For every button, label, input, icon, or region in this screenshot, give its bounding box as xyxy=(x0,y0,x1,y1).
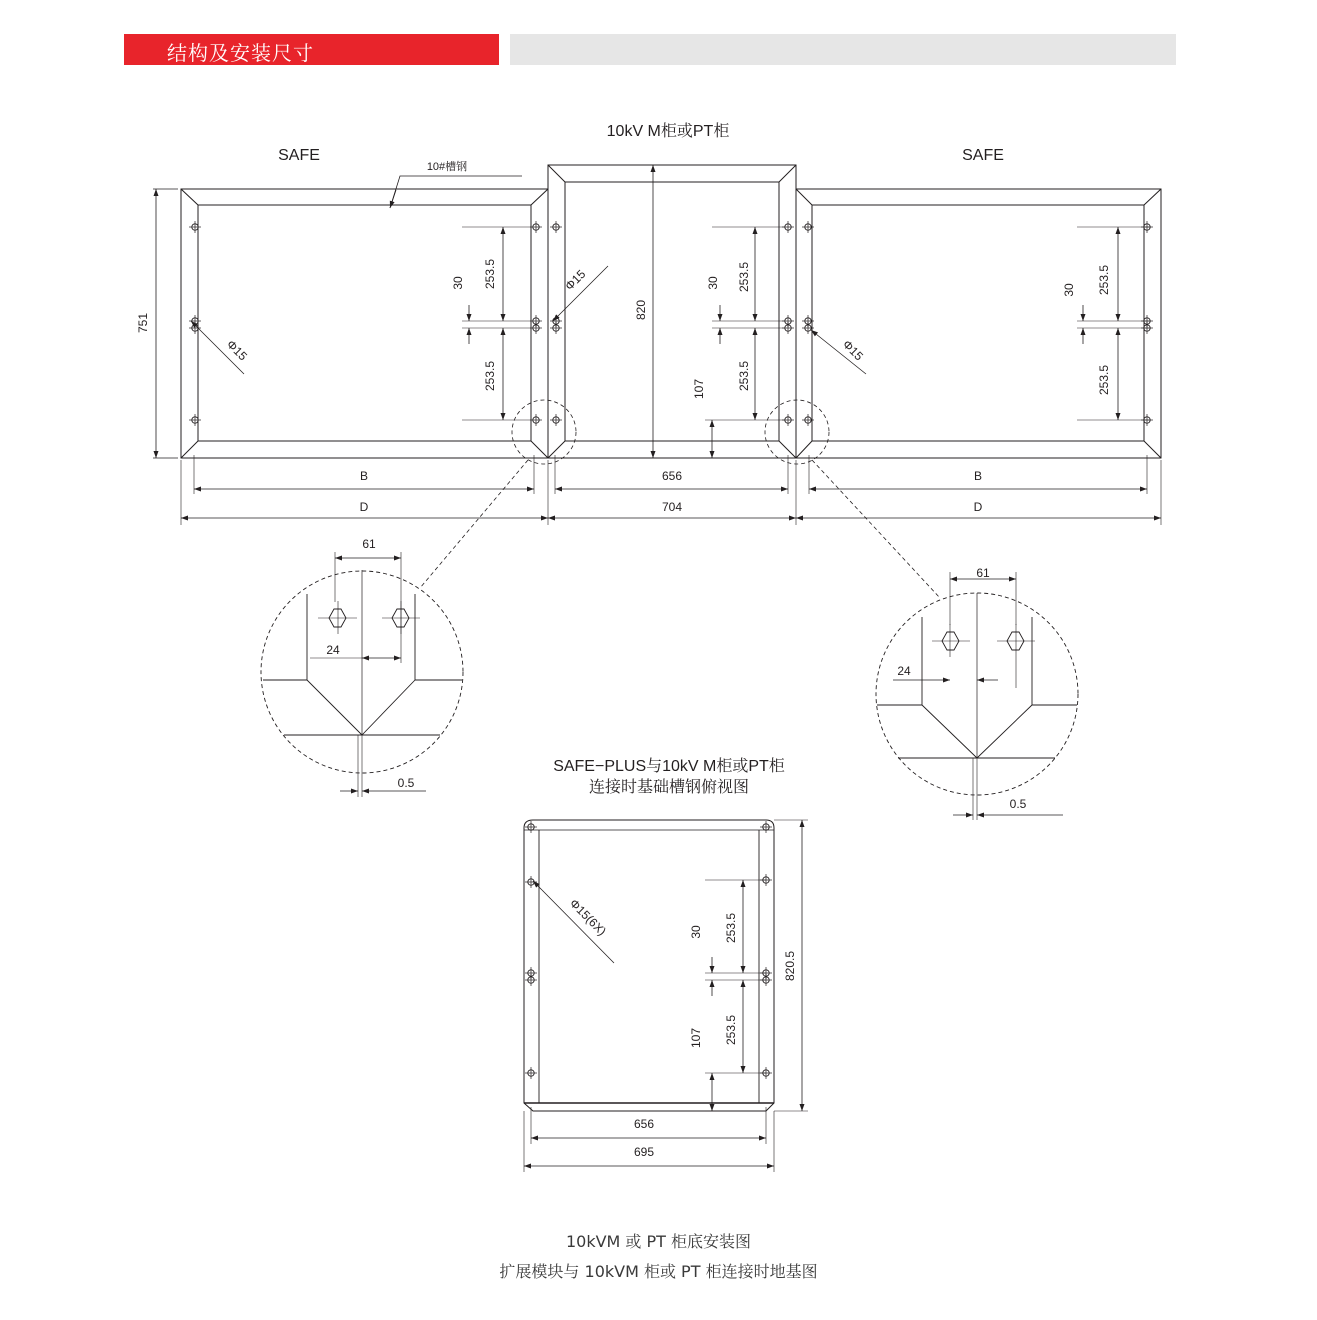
dim-253-5: 253.5 xyxy=(737,261,751,293)
dim-61: 61 xyxy=(976,566,990,580)
dim-30: 30 xyxy=(451,276,465,290)
right-safe-frame xyxy=(796,189,1161,458)
dim-704: 704 xyxy=(661,500,683,514)
dim-751: 751 xyxy=(136,312,150,334)
left-safe-frame xyxy=(181,189,548,458)
dim-0-5: 0.5 xyxy=(1009,797,1027,811)
right-detail xyxy=(876,572,1078,820)
dim-253-5: 253.5 xyxy=(724,1014,738,1046)
dim-695: 695 xyxy=(633,1145,655,1159)
dim-253-5: 253.5 xyxy=(483,360,497,392)
mid-title-2: 连接时基础槽钢俯视图 xyxy=(588,779,750,796)
dim-253-5: 253.5 xyxy=(1097,264,1111,296)
dim-b: B xyxy=(973,469,983,483)
hole-label-6x: Φ15(6X) xyxy=(566,896,610,939)
section-title: 结构及安装尺寸 xyxy=(167,41,314,65)
dim-656: 656 xyxy=(633,1117,655,1131)
dim-61: 61 xyxy=(362,537,376,551)
dim-253-5: 253.5 xyxy=(737,360,751,392)
dim-656: 656 xyxy=(661,469,683,483)
top-title: 10kV M柜或PT柜 xyxy=(606,123,730,140)
channel-label: 10#槽钢 xyxy=(426,161,468,173)
base-channel-top-view xyxy=(524,820,808,1172)
caption-line-2: 扩展模块与 10kVM 柜或 PT 柜连接时地基图 xyxy=(499,1262,818,1281)
dim-30: 30 xyxy=(1062,283,1076,297)
dim-253-5: 253.5 xyxy=(483,258,497,290)
dim-24: 24 xyxy=(897,664,911,678)
right-safe-label: SAFE xyxy=(962,147,1004,164)
dim-253-5: 253.5 xyxy=(724,912,738,944)
dim-b: B xyxy=(359,469,369,483)
dim-24: 24 xyxy=(326,643,340,657)
dim-820: 820 xyxy=(634,299,648,321)
hole-label: Φ15 xyxy=(562,267,589,294)
dim-820-5: 820.5 xyxy=(783,950,797,982)
dim-d: D xyxy=(359,500,369,514)
dim-30: 30 xyxy=(689,925,703,939)
mid-title-1: SAFE−PLUS与10kV M柜或PT柜 xyxy=(553,758,785,775)
left-safe-label: SAFE xyxy=(278,147,320,164)
dim-107: 107 xyxy=(692,378,706,400)
left-detail xyxy=(261,552,463,797)
dim-253-5: 253.5 xyxy=(1097,364,1111,396)
dim-30: 30 xyxy=(706,276,720,290)
caption-line-1: 10kVM 或 PT 柜底安装图 xyxy=(565,1232,752,1251)
middle-cabinet-frame xyxy=(548,165,796,458)
hole-label: Φ15 xyxy=(839,337,866,364)
dim-d: D xyxy=(973,500,983,514)
dim-107: 107 xyxy=(689,1027,703,1049)
dim-0-5: 0.5 xyxy=(397,776,415,790)
hole-label: Φ15 xyxy=(223,337,250,364)
